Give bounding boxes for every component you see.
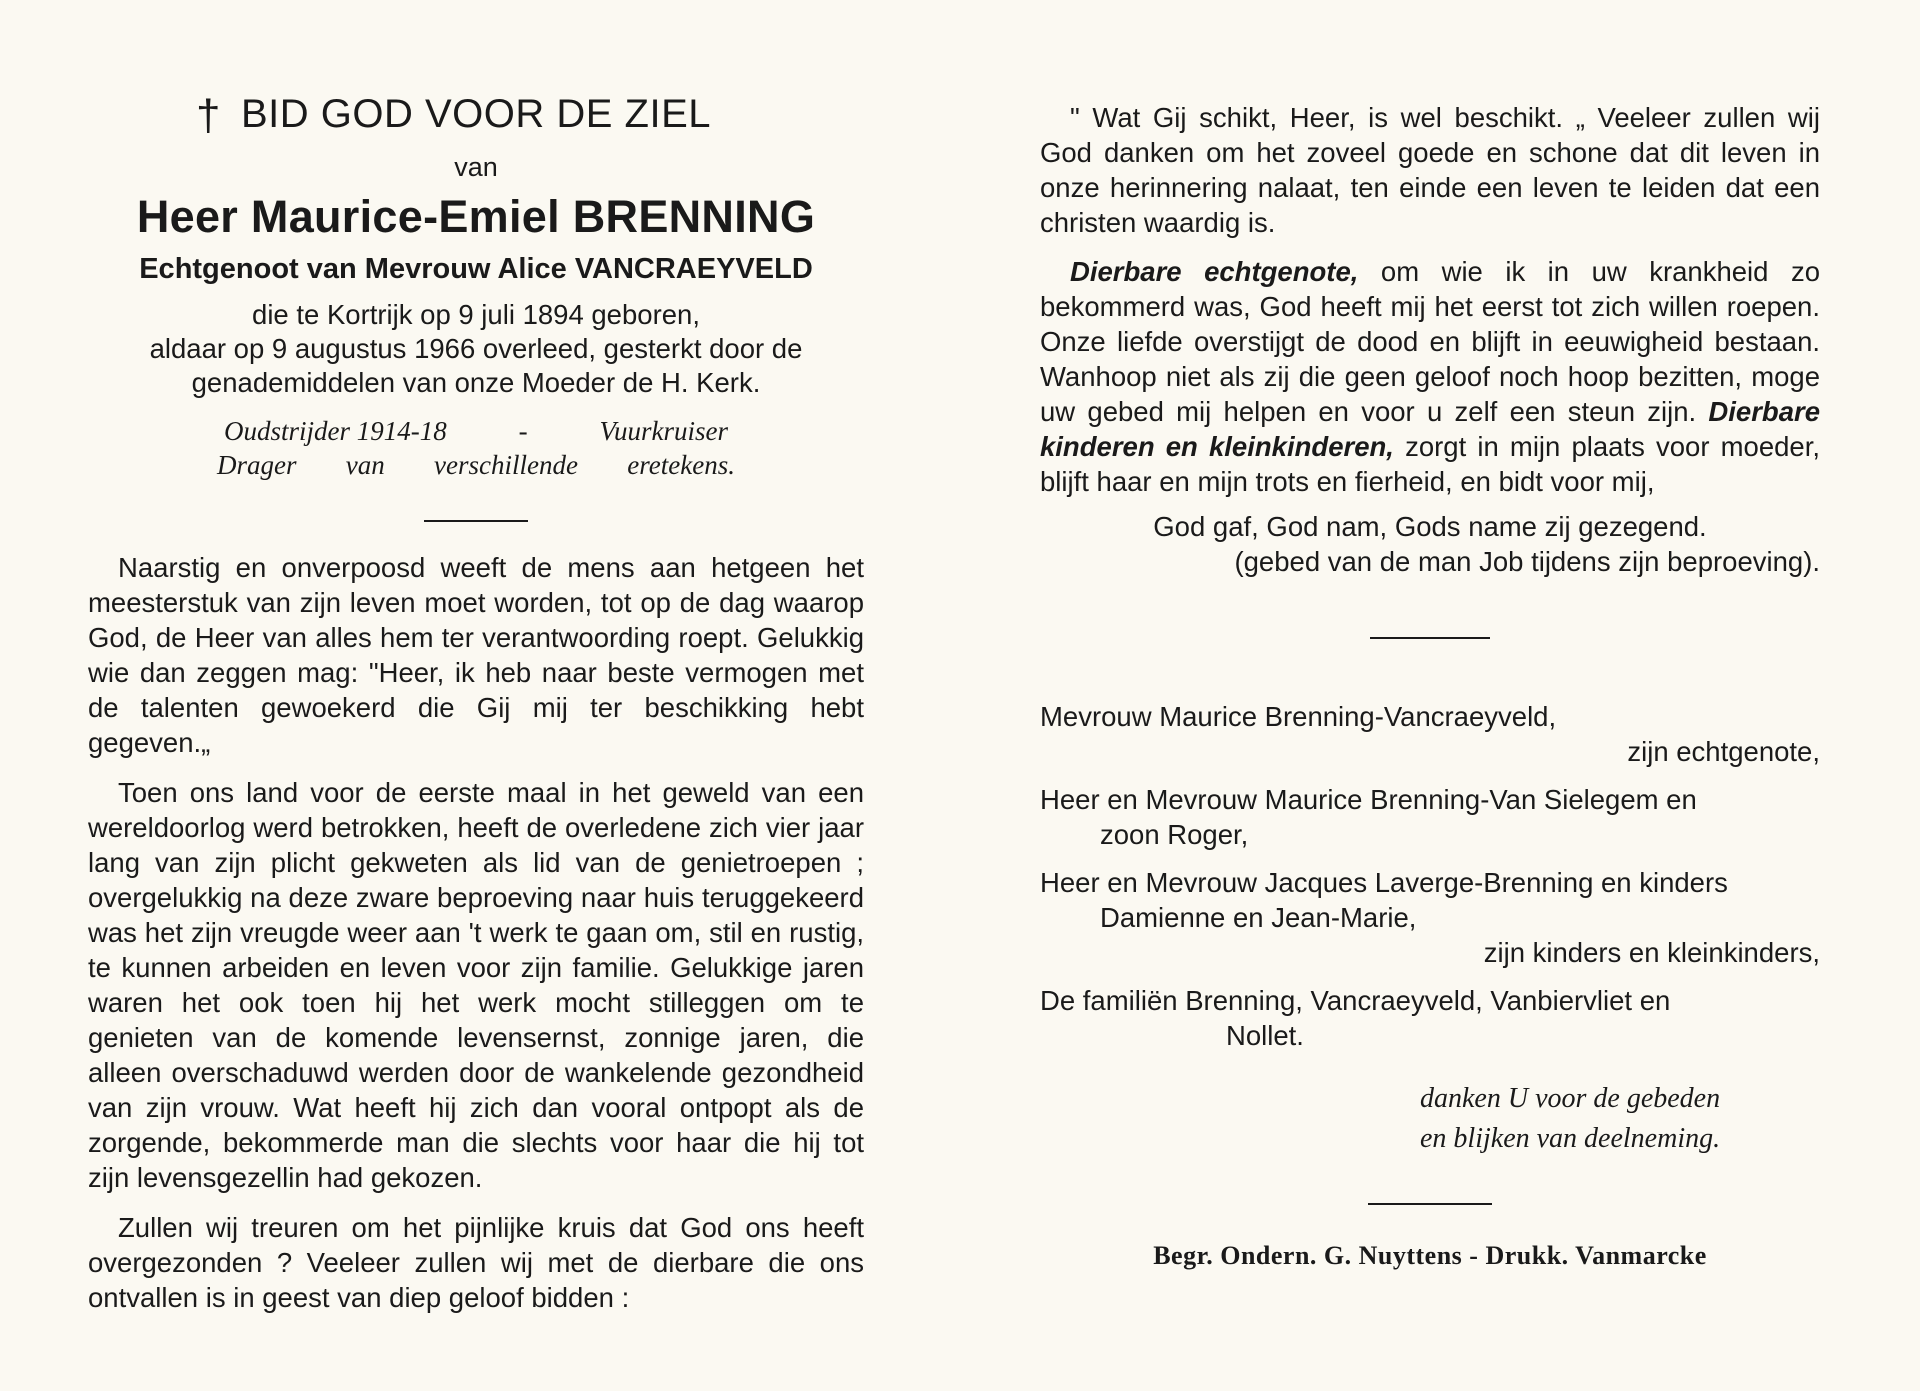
van-label: van xyxy=(454,152,498,182)
life-line: aldaar op 9 augustus 1966 overleed, gesterkt door de xyxy=(149,333,803,364)
honors-line-2 xyxy=(217,448,735,482)
divider xyxy=(1370,637,1490,639)
family-line: Nollet. xyxy=(1226,1020,1304,1051)
paragraph-text: Zullen wij treuren om het pijnlijke kruis dat God ons heeft overgezonden ? Veeleer zullen wij met de dierbare die ons ontvallen is in geest van diep geloof bidden : xyxy=(88,1212,864,1313)
paragraph xyxy=(88,1210,864,1315)
honors-word: Drager xyxy=(217,450,297,480)
family-line: Mevrouw Maurice Brenning-Vancraeyveld, xyxy=(1040,701,1557,732)
family-line: Damienne en Jean-Marie, xyxy=(1100,902,1417,933)
heading xyxy=(88,88,864,140)
divider xyxy=(1368,1203,1492,1205)
thanks xyxy=(1040,1079,1820,1159)
job-quote-source: (gebed van de man Job tijdens zijn beproeving). xyxy=(1234,546,1820,577)
honors-line-1 xyxy=(224,414,728,448)
paragraph-text: Naarstig en onverpoosd weeft de mens aan hetgeen het meesterstuk van zijn leven moet worden, tot op de dag waarop God, de Heer van alles hem ter verantwoording roept. Gelukkig wie dan zeggen mag: "Heer, ik heb naar beste vermogen met de talenten gewoekerd die Gij mij ter beschikking hebt gegeven.„ xyxy=(88,552,864,758)
spouse-line: Echtgenoot van Mevrouw Alice VANCRAEYVELD xyxy=(139,253,813,285)
paragraph xyxy=(1040,254,1820,499)
honors xyxy=(88,414,864,482)
honors-word: Vuurkruiser xyxy=(599,416,728,446)
paragraph-text: zorgt in mijn plaats voor moeder, blijft haar en mijn trots en fierheid, en bidt voor mij, xyxy=(1040,431,1820,497)
thanks-line: danken U voor de gebeden xyxy=(1420,1083,1721,1114)
honors-word: van xyxy=(345,450,385,480)
honors-word: eretekens. xyxy=(627,450,735,480)
paragraph xyxy=(1040,100,1820,240)
honors-word: - xyxy=(518,416,528,446)
left-column xyxy=(88,78,864,1315)
emphasis: Dierbare echtgenote, xyxy=(1070,256,1359,287)
thanks-line: en blijken van deelneming. xyxy=(1420,1123,1721,1154)
family-list xyxy=(1040,699,1820,1053)
family-line: Heer en Mevrouw Jacques Laverge-Brenning en kinders xyxy=(1040,867,1728,898)
paragraph-text: " Wat Gij schikt, Heer, is wel beschikt. „ Veeleer zullen wij God danken om het zoveel goede en schone dat dit leven in onze herinnering nalaat, ten einde een leven te leiden dat een christen waardig is. xyxy=(1040,102,1820,238)
right-column xyxy=(1040,100,1820,1271)
heading-title: BID GOD VOOR DE ZIEL xyxy=(240,92,712,136)
paragraph xyxy=(88,550,864,760)
emphasis: Dierbare kinderen en kleinkinderen, xyxy=(1040,396,1820,462)
paragraph xyxy=(88,775,864,1195)
cross-icon: † xyxy=(196,91,221,140)
printer-credit: Begr. Ondern. G. Nuyttens - Drukk. Vanmarcke xyxy=(1153,1241,1707,1270)
honors-word: verschillende xyxy=(434,450,578,480)
divider xyxy=(424,520,528,522)
family-line: zijn echtgenote, xyxy=(1627,736,1820,767)
family-line: zoon Roger, xyxy=(1100,819,1249,850)
job-quote: God gaf, God nam, Gods name zij gezegend. xyxy=(1153,511,1707,542)
family-line: De familiën Brenning, Vancraeyveld, Vanbiervliet en xyxy=(1040,985,1671,1016)
family-line: zijn kinders en kleinkinders, xyxy=(1483,937,1820,968)
deceased-name: Heer Maurice-Emiel BRENNING xyxy=(136,191,816,242)
paragraph-text: om wie ik in uw krankheid zo bekommerd was, God heeft mij het eerst tot zich willen roepen. Onze liefde overstijgt de dood en blijft in eeuwigheid bestaan. Wanhoop niet als zij die geen geloof noch hoop bezitten, moge uw gebed mij helpen en voor u zelf een steun zijn. xyxy=(1040,256,1820,427)
life-line: die te Kortrijk op 9 juli 1894 geboren, xyxy=(252,299,700,330)
family-line: Heer en Mevrouw Maurice Brenning-Van Sielegem en xyxy=(1040,784,1697,815)
life-line: genademiddelen van onze Moeder de H. Kerk. xyxy=(191,367,761,398)
honors-word: Oudstrijder 1914-18 xyxy=(224,416,447,446)
paragraph-text: Toen ons land voor de eerste maal in het geweld van een wereldoorlog werd betrokken, heeft de overledene zich vier jaar lang van zijn plicht gekweten als lid van de genietroepen ; overgelukkig na deze zware beproeving naar huis teruggekeerd was het zijn vreugde weer aan 't werk te gaan om, stil en rustig, te kunnen arbeiden en leven voor zijn familie. Gelukkige jaren waren het ook toen hij het werk mocht stilleggen om te genieten van de komende levensernst, zonnige jaren, die alleen overschaduwd werden door de wankelende gezondheid van zijn vrouw. Wat heeft hij zich dan vooral ontpopt als de zorgende, bekommerde man die slechts voor haar die hij tot zijn levensgezellin had gekozen. xyxy=(88,777,864,1193)
life-details xyxy=(88,298,864,400)
